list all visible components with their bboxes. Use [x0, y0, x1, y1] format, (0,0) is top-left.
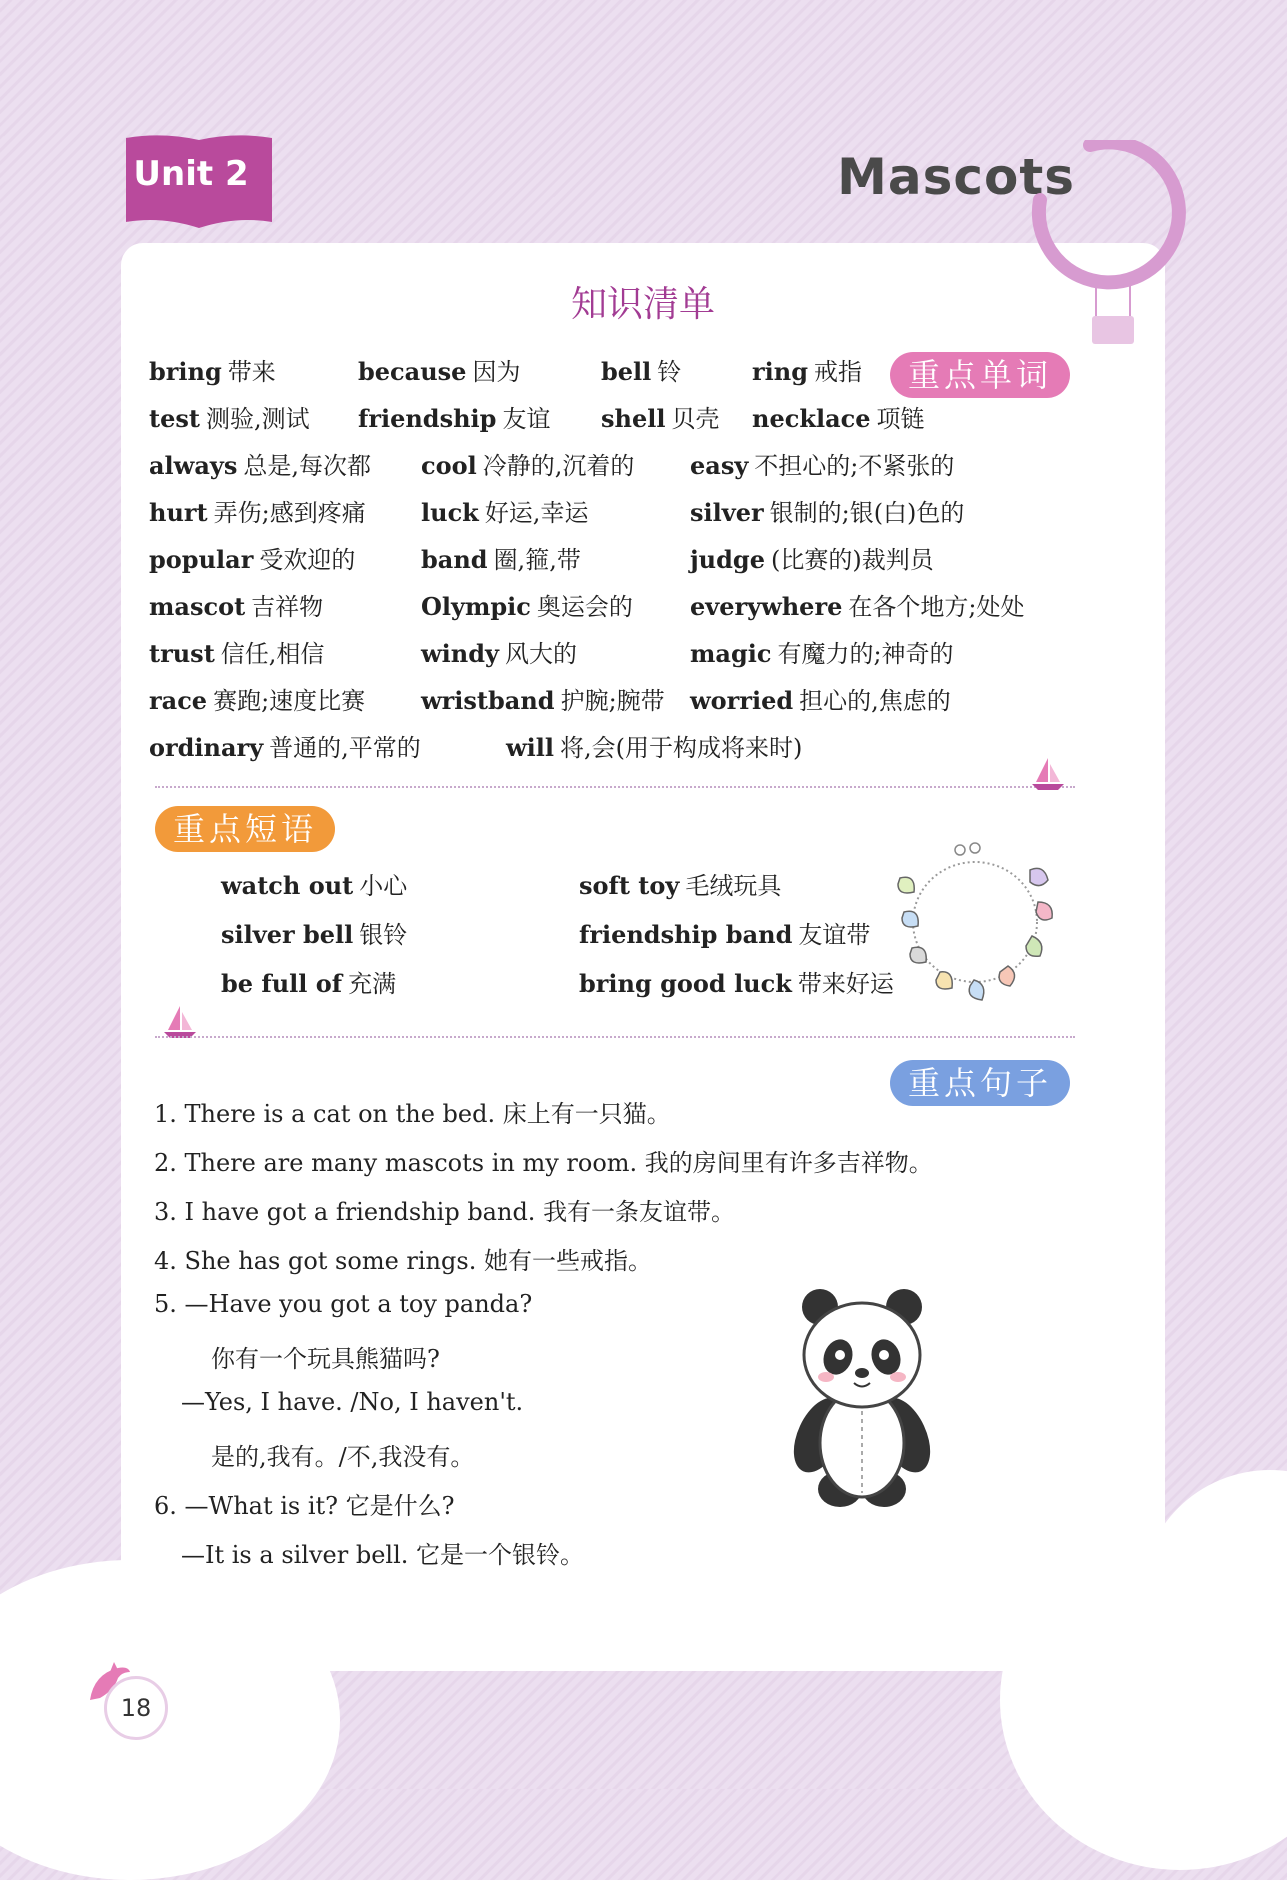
vocab-item: easy 不担心的;不紧张的 [690, 451, 955, 480]
shell-necklace-illustration [890, 840, 1060, 1010]
vocab-item: because 因为 [358, 357, 521, 386]
vocab-item: bring 带来 [149, 357, 276, 386]
sentences-badge: 重点句子 [890, 1060, 1070, 1106]
section-divider [155, 1036, 1075, 1038]
vocab-item: popular 受欢迎的 [149, 545, 356, 574]
vocab-item: luck 好运,幸运 [421, 498, 589, 527]
page-number: 18 [104, 1676, 168, 1740]
page-title: Mascots [837, 148, 1075, 206]
vocab-item: ordinary 普通的,平常的 [149, 733, 421, 762]
balloon-decoration [1030, 140, 1200, 360]
vocab-item: wristband 护腕;腕带 [421, 686, 665, 715]
vocab-item: trust 信任,相信 [149, 639, 325, 668]
phrase-item: watch out 小心 [221, 871, 408, 900]
vocab-item: always 总是,每次都 [149, 451, 371, 480]
phrase-item: bring good luck 带来好运 [579, 969, 894, 998]
vocab-item: silver 银制的;银(白)色的 [690, 498, 965, 527]
vocab-item: magic 有魔力的;神奇的 [690, 639, 954, 668]
vocab-item: judge (比赛的)裁判员 [690, 545, 934, 574]
unit-label: Unit 2 [133, 154, 249, 194]
vocab-item: friendship 友谊 [358, 404, 551, 433]
section-title: 知识清单 [570, 284, 715, 325]
vocab-item: will 将,会(用于构成将来时) [506, 733, 803, 762]
sentence-line: 是的,我有。/不,我没有。 [211, 1443, 475, 1471]
vocab-item: ring 戒指 [752, 357, 862, 386]
phrase-item: soft toy 毛绒玩具 [579, 871, 782, 900]
vocab-item: band 圈,箍,带 [421, 545, 581, 574]
sentence-line: —Yes, I have. /No, I haven't. [181, 1388, 524, 1416]
sentence-line: 3. I have got a friendship band. 我有一条友谊带。 [154, 1198, 736, 1226]
vocab-item: mascot 吉祥物 [149, 592, 324, 621]
vocab-item: bell 铃 [601, 357, 682, 386]
vocab-item: shell 贝壳 [601, 404, 720, 433]
sentence-line: 1. There is a cat on the bed. 床上有一只猫。 [154, 1100, 671, 1128]
vocab-item: everywhere 在各个地方;处处 [690, 592, 1025, 621]
vocab-item: race 赛跑;速度比赛 [149, 686, 366, 715]
sentence-line: 2. There are many mascots in my room. 我的房间里有许多吉祥物。 [154, 1149, 933, 1177]
vocab-item: windy 风大的 [421, 639, 577, 668]
phrase-item: friendship band 友谊带 [579, 920, 871, 949]
sailboat-icon [1030, 756, 1066, 792]
sentence-line: 6. —What is it? 它是什么? [154, 1492, 455, 1520]
vocab-item: hurt 弄伤;感到疼痛 [149, 498, 366, 527]
vocab-item: necklace 项链 [752, 404, 925, 433]
vocab-item: Olympic 奥运会的 [421, 592, 633, 621]
sentence-line: 你有一个玩具熊猫吗? [211, 1345, 440, 1373]
vocab-item: test 测验,测试 [149, 404, 310, 433]
phrase-item: silver bell 银铃 [221, 920, 408, 949]
section-divider [155, 786, 1075, 788]
vocab-badge: 重点单词 [890, 352, 1070, 398]
sailboat-icon [162, 1004, 198, 1040]
phrases-badge: 重点短语 [155, 806, 335, 852]
sentence-line: 5. —Have you got a toy panda? [154, 1290, 533, 1318]
vocab-item: worried 担心的,焦虑的 [690, 686, 951, 715]
phrase-item: be full of 充满 [221, 969, 397, 998]
toy-panda-illustration [782, 1285, 942, 1510]
vocab-item: cool 冷静的,沉着的 [421, 451, 635, 480]
unit-tab [126, 132, 272, 224]
sentence-line: 4. She has got some rings. 她有一些戒指。 [154, 1247, 652, 1275]
sentence-line: —It is a silver bell. 它是一个银铃。 [181, 1541, 585, 1569]
